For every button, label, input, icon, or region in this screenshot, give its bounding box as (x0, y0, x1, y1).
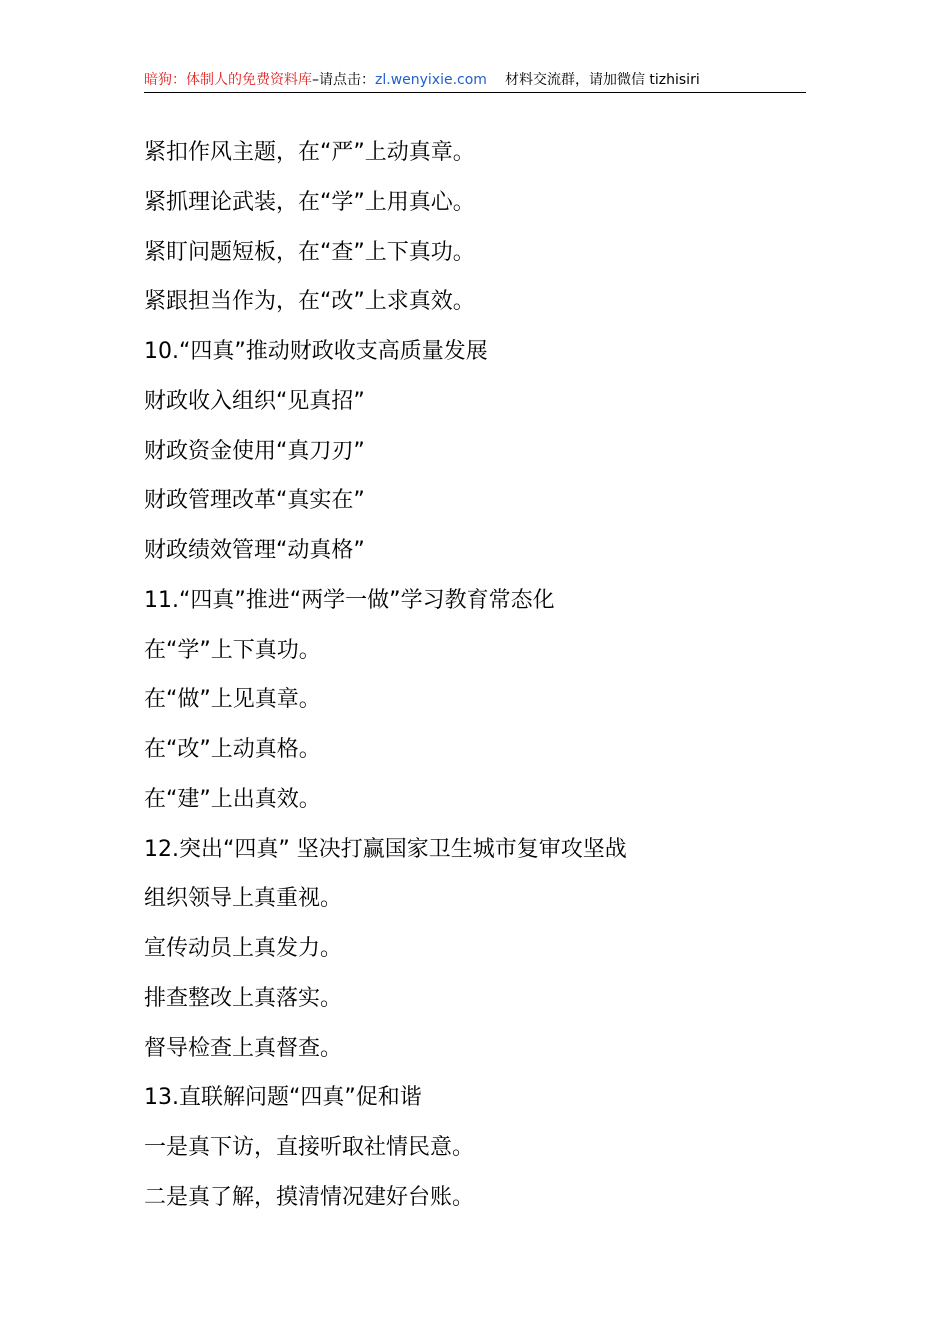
text-line: 财政收入组织“见真招” (144, 388, 365, 414)
text-line: 宣传动员上真发力。 (144, 936, 343, 961)
text-line: 在“做”上见真章。 (144, 687, 321, 713)
section-heading: 10.“四真”推动财政收支高质量发展 (144, 339, 488, 364)
text-line: 紧跟担当作为，在“改”上求真效。 (144, 289, 475, 315)
text-line: 在“改”上动真格。 (144, 737, 321, 762)
section-heading: 12.突出“四真” 坚决打赢国家卫生城市复审攻坚战 (144, 836, 627, 862)
text-line: 二是真了解，摸清情况建好台账。 (144, 1184, 475, 1210)
document-body (144, 128, 824, 1223)
section-heading: 11.“四真”推进“两学一做”学习教育常态化 (144, 587, 555, 613)
header-group-note: 材料交流群，请加微信 tizhisiri (504, 72, 700, 88)
text-line: 一是真下访，直接听取社情民意。 (144, 1135, 475, 1160)
text-line: 在“建”上出真效。 (144, 786, 321, 812)
text-line: 紧抓理论武装，在“学”上用真心。 (144, 189, 475, 215)
header-link[interactable]: zl.wenyixie.com (375, 72, 487, 88)
header-brand: 暗狗：体制人的免费资料库 (144, 72, 312, 88)
text-line: 财政资金使用“真刀刃” (144, 438, 365, 464)
text-line: 在“学”上下真功。 (144, 637, 321, 663)
text-line: 财政绩效管理“动真格” (144, 538, 365, 563)
section-heading: 13.直联解问题“四真”促和谐 (144, 1085, 422, 1111)
text-line: 紧盯问题短板，在“查”上下真功。 (144, 239, 475, 265)
text-line: 组织领导上真重视。 (144, 886, 343, 912)
text-line: 督导检查上真督查。 (144, 1035, 343, 1061)
header-prompt: –请点击： (312, 72, 375, 88)
text-line: 排查整改上真落实。 (144, 985, 343, 1011)
text-line: 紧扣作风主题，在“严”上动真章。 (144, 140, 475, 165)
page-header (144, 70, 806, 93)
text-line: 财政管理改革“真实在” (144, 488, 365, 514)
